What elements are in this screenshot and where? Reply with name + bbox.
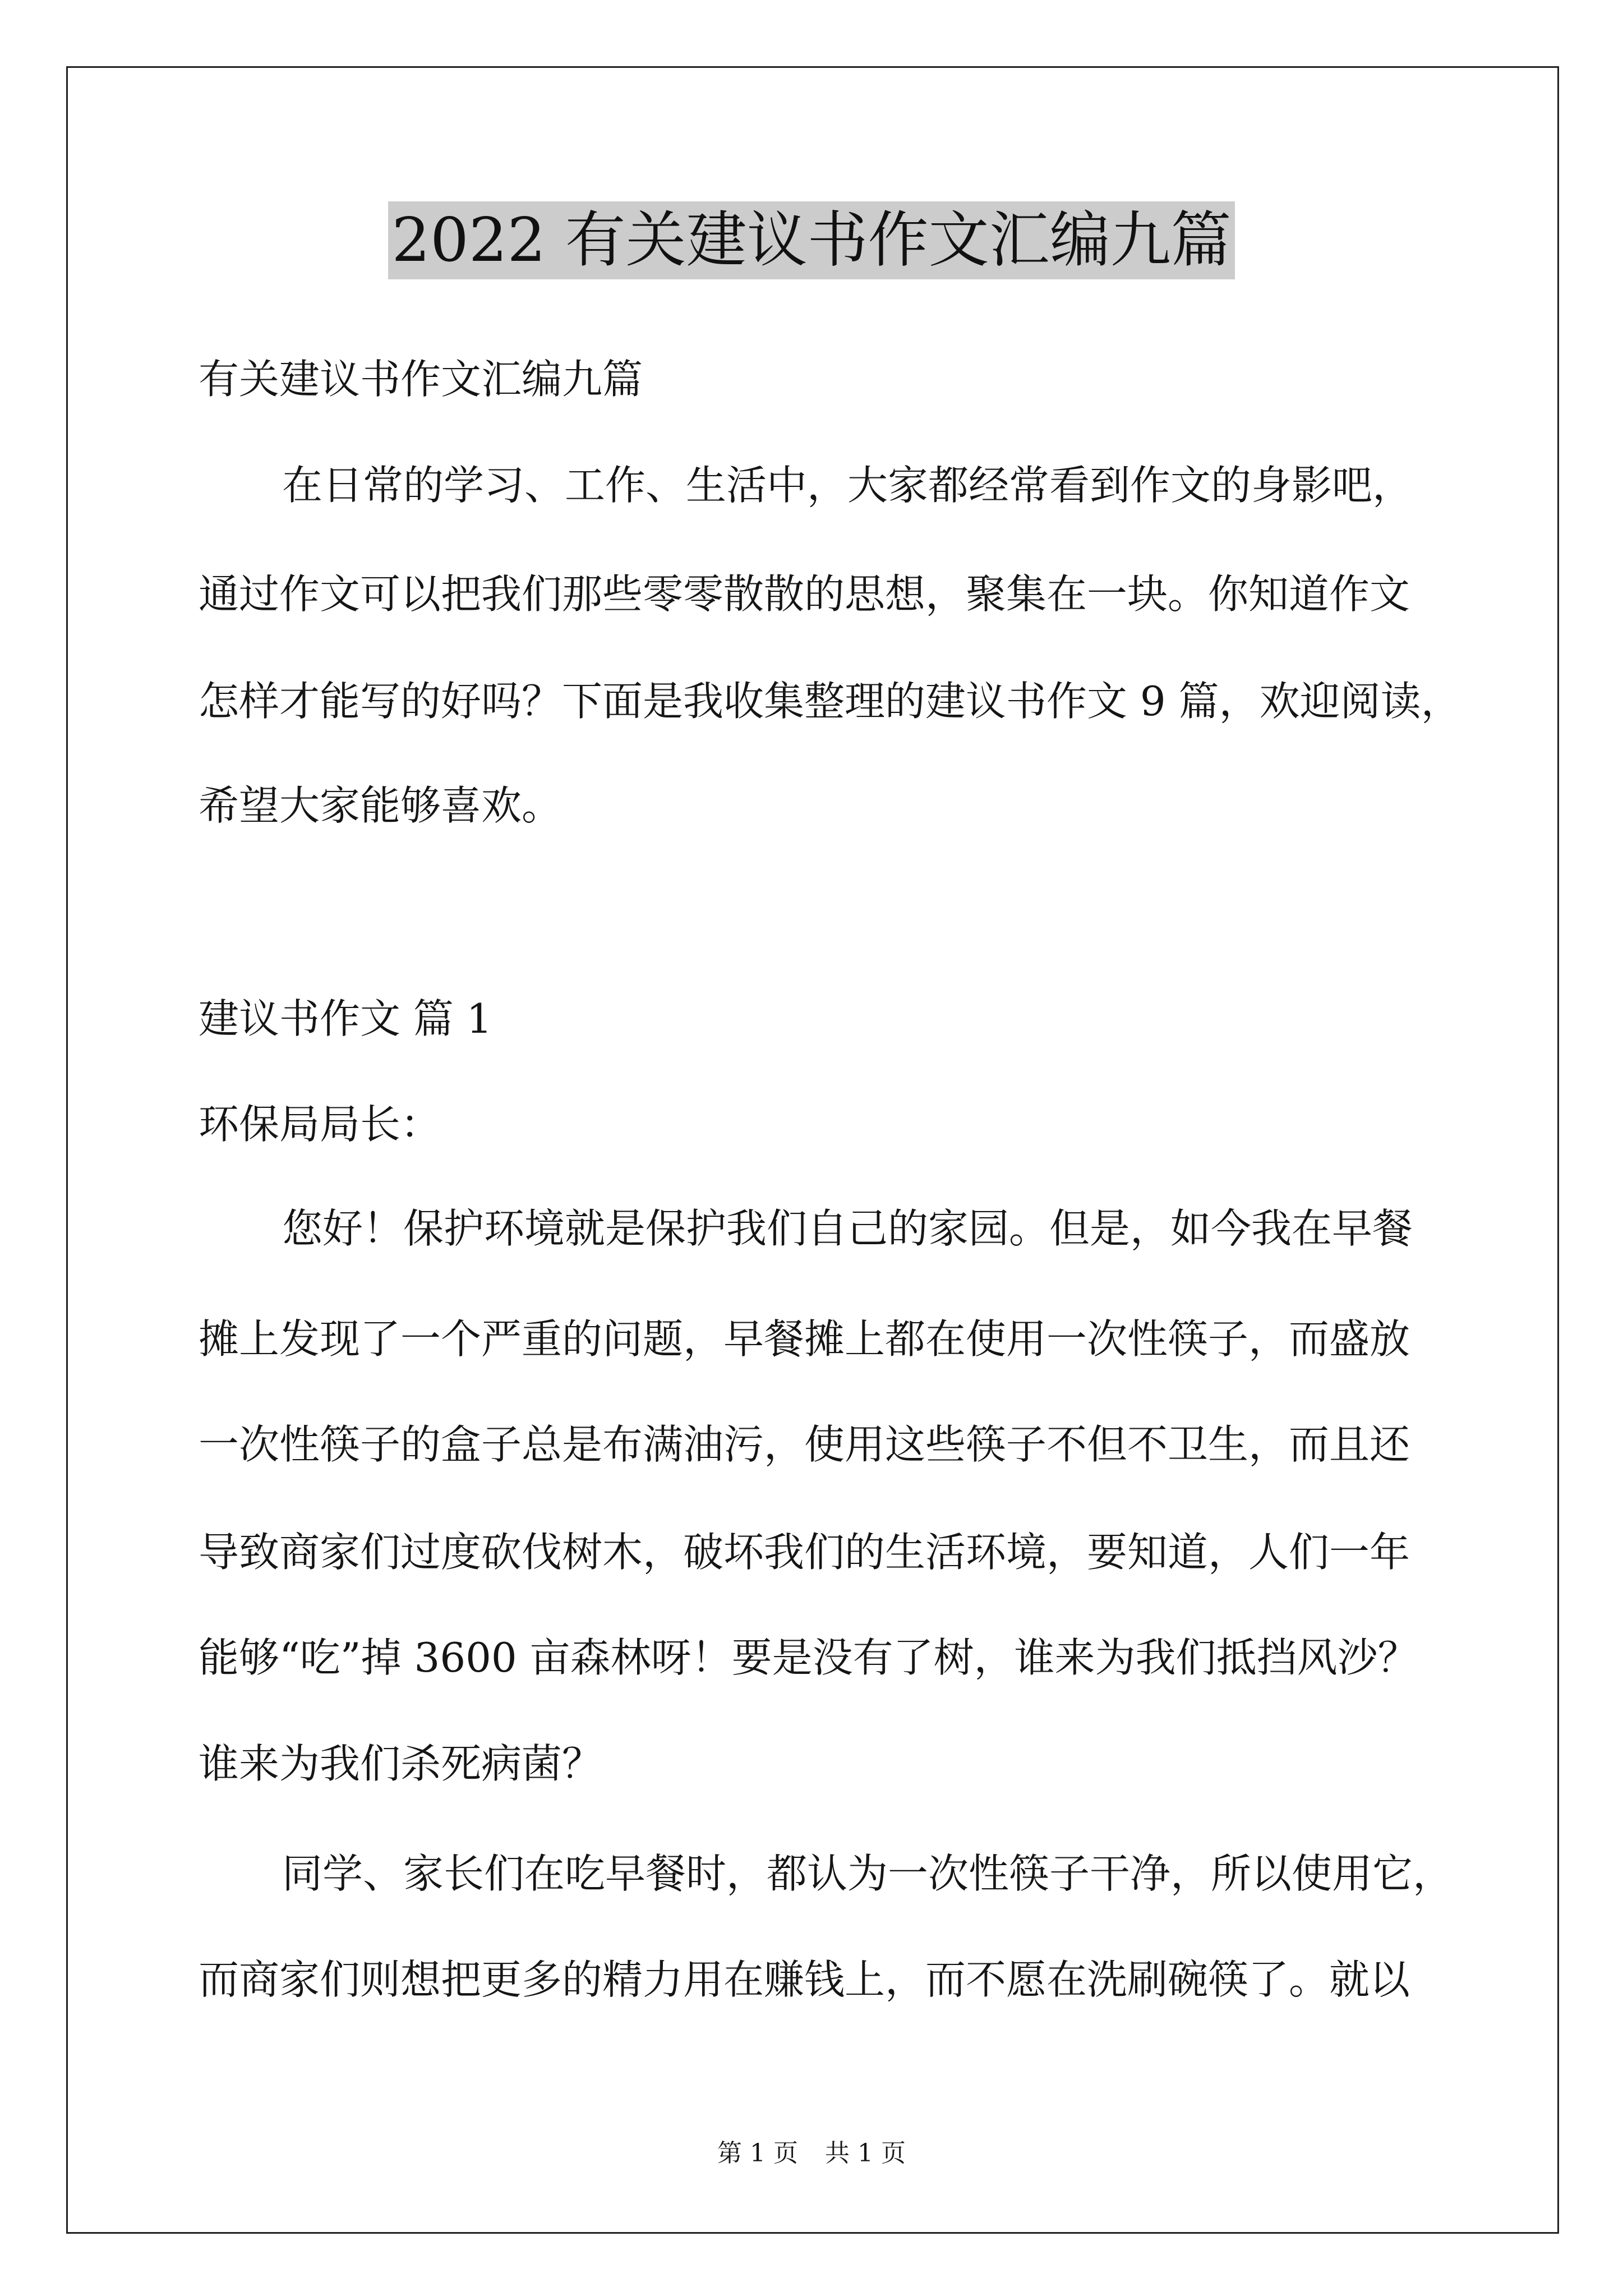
paragraph-line: 谁来为我们杀死病菌？ xyxy=(199,1740,603,1787)
document-title: 2022 有关建议书作文汇编九篇 xyxy=(388,201,1234,279)
intro-line: 在日常的学习、工作、生活中，大家都经常看到作文的身影吧， xyxy=(282,462,1413,509)
intro-line: 希望大家能够喜欢。 xyxy=(199,782,562,829)
intro-line: 通过作文可以把我们那些零零散散的思想，聚集在一块。你知道作文 xyxy=(199,570,1410,618)
page-number: 第 1 页 xyxy=(717,2139,798,2168)
paragraph-line: 导致商家们过度砍伐树木，破坏我们的生活环境，要知道，人们一年 xyxy=(199,1529,1410,1576)
paragraph-line: 同学、家长们在吃早餐时，都认为一次性筷子干净，所以使用它， xyxy=(282,1850,1454,1897)
paragraph-line: 一次性筷子的盒子总是布满油污，使用这些筷子不但不卫生，而且还 xyxy=(199,1421,1410,1468)
paragraph-line: 摊上发现了一个严重的问题，早餐摊上都在使用一次性筷子，而盛放 xyxy=(199,1315,1410,1363)
section-heading: 建议书作文 篇 1 xyxy=(199,995,492,1042)
letter-salutation: 环保局局长： xyxy=(199,1101,441,1148)
page-footer xyxy=(0,2138,1623,2169)
intro-line: 怎样才能写的好吗？下面是我收集整理的建议书作文 9 篇，欢迎阅读， xyxy=(199,678,1461,725)
document-subtitle: 有关建议书作文汇编九篇 xyxy=(199,356,643,403)
paragraph-line: 您好！保护环境就是保护我们自己的家园。但是，如今我在早餐 xyxy=(282,1205,1413,1252)
paragraph-line: 能够“吃”掉 3600 亩森林呀！要是没有了树，谁来为我们抵挡风沙？ xyxy=(199,1634,1418,1681)
paragraph-line: 而商家们则想把更多的精力用在赚钱上，而不愿在洗刷碗筷了。就以 xyxy=(199,1956,1410,2003)
document-title-row xyxy=(0,201,1623,279)
page-total: 共 1 页 xyxy=(825,2139,906,2168)
